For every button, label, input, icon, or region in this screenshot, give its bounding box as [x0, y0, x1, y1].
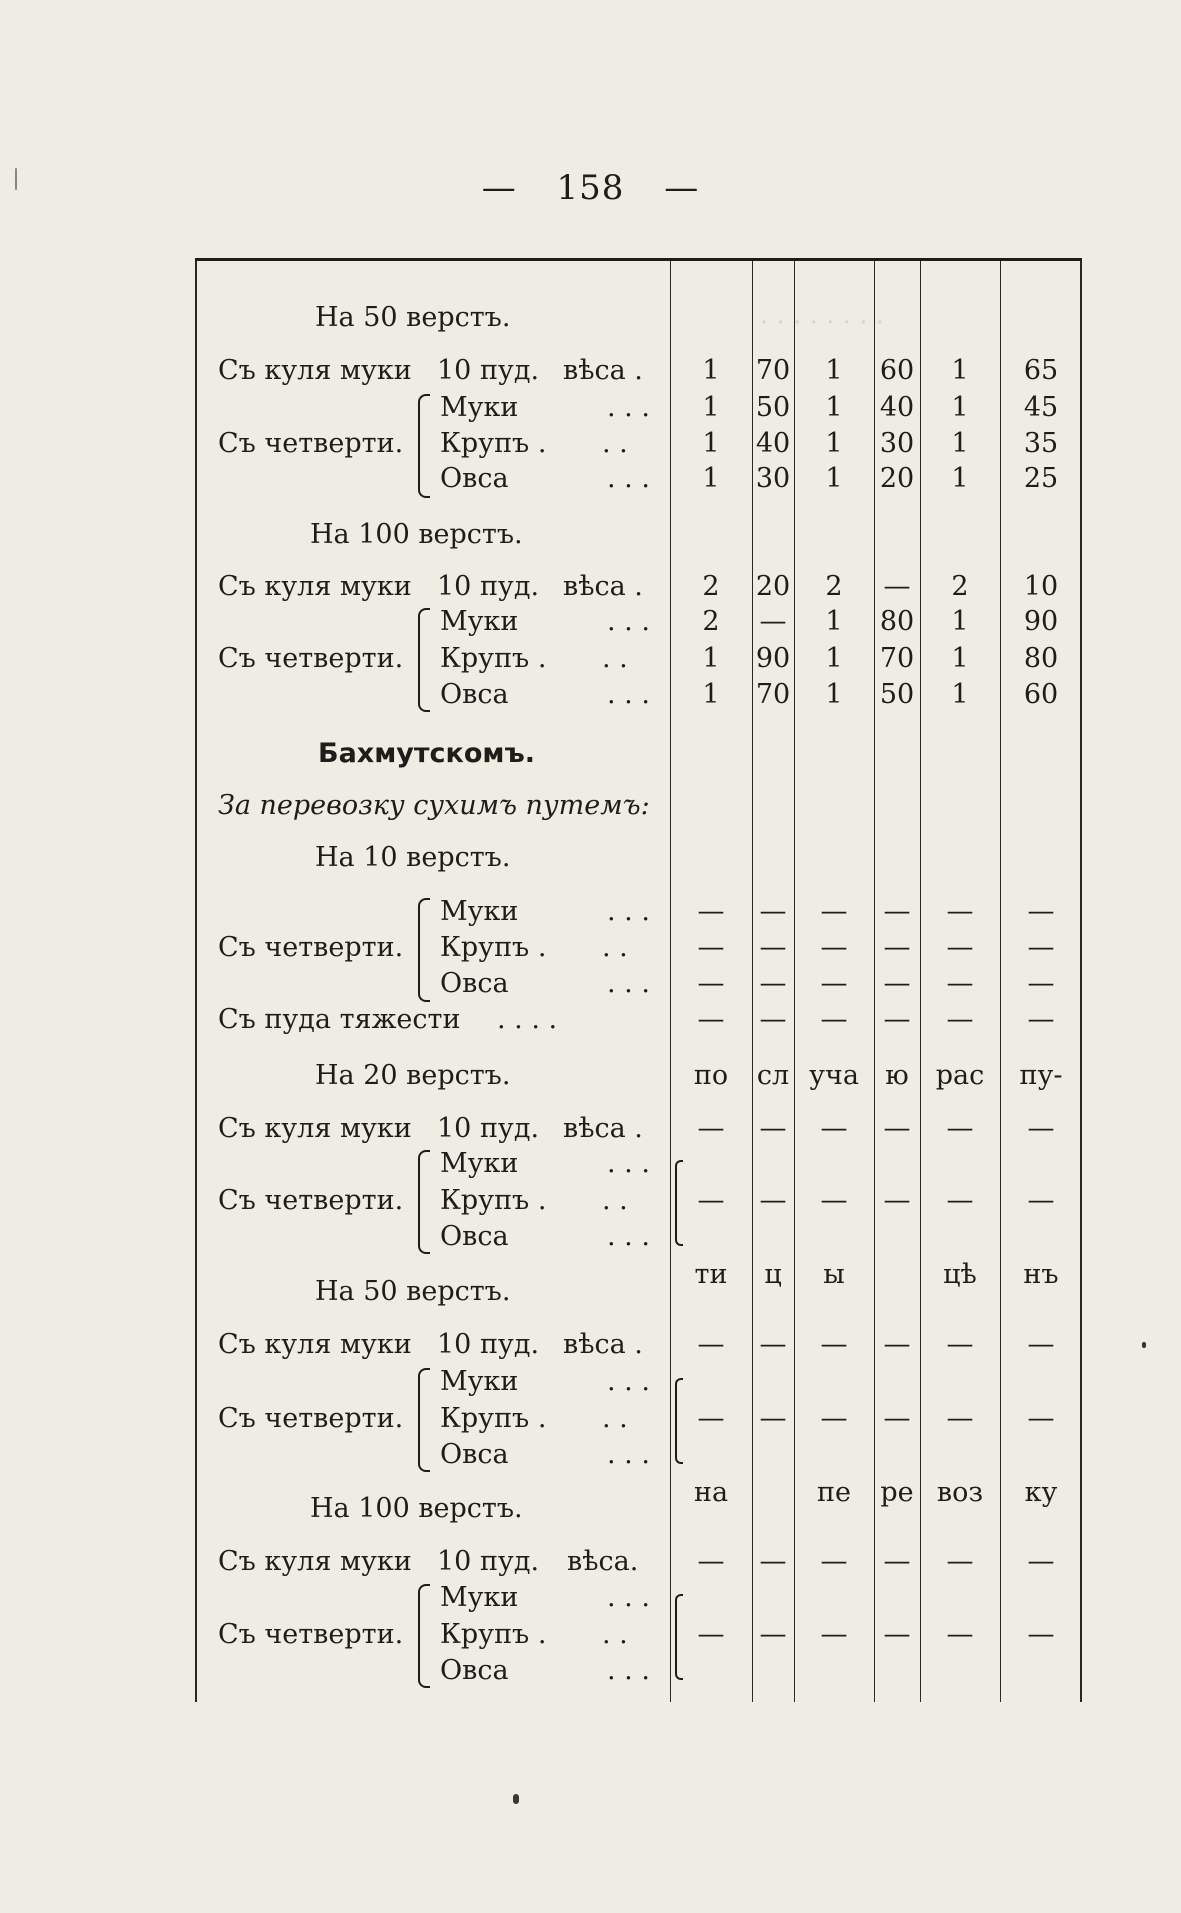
- section-heading-10: На 10 верстъ.: [315, 842, 511, 873]
- bleed-through: . . . . . . . .: [760, 300, 884, 330]
- table-row: Съ четверти. Крупъ . . . 1 40 1 30 1 35: [218, 428, 1059, 459]
- ink-speck: [15, 168, 17, 190]
- table-row: На 50 верстъ. ти ц ы цѣ нъ: [315, 1259, 1059, 1307]
- table-row: Съ четверти. Крупъ . . . — — — — — —: [218, 932, 1055, 963]
- table-row: Съ пуда тяжести . . . . — — — — — —: [218, 1004, 1055, 1035]
- table-row: Съ четверти. Крупъ . . . — — — — — —: [218, 1403, 1055, 1434]
- table-row: На 20 верстъ. по сл уча ю рас пу-: [315, 1060, 1063, 1091]
- district-heading: Бахмутскомъ.: [318, 738, 536, 769]
- page-number-dash-right: —: [664, 168, 700, 208]
- table-row: Овса . . .: [440, 1655, 650, 1686]
- table-row: Съ куля муки 10 пуд. вѣса . 1 70 1 60 1 65: [218, 355, 1059, 386]
- table-row: Съ четверти. Крупъ . . . 1 90 1 70 1 80: [218, 643, 1059, 674]
- table-row: На 100 верстъ. на пе ре воз ку: [310, 1477, 1058, 1524]
- transport-heading: За перевозку сухимъ путемъ:: [218, 790, 650, 821]
- table-row: Муки . . . 1 50 1 40 1 45: [440, 392, 1059, 423]
- table-row: Съ куля муки 10 пуд. вѣса . 2 20 2 — 2 10: [218, 571, 1059, 602]
- table-row: Муки . . .: [440, 1148, 650, 1179]
- table-row: Овса . . . 1 30 1 20 1 25: [440, 463, 1059, 494]
- ink-speck: [513, 1794, 519, 1804]
- page-number-dash-left: —: [481, 168, 517, 208]
- table-row: Съ куля муки 10 пуд. вѣса. — — — — — —: [218, 1546, 1055, 1577]
- section-heading-50: На 50 верстъ.: [315, 302, 511, 333]
- table-row: Муки . . . 2 — 1 80 1 90: [440, 606, 1059, 637]
- page-number: [0, 168, 1181, 208]
- table-row: Съ четверти. Крупъ . . . — — — — — —: [218, 1619, 1055, 1650]
- table-row: Овса . . .: [440, 1221, 650, 1252]
- table-row: Муки . . .: [440, 1366, 650, 1397]
- section-heading-100: На 100 верстъ.: [310, 519, 523, 550]
- table-row: Овса . . . 1 70 1 50 1 60: [440, 679, 1059, 710]
- ink-speck: [1142, 1342, 1146, 1348]
- table-row: Овса . . .: [440, 1439, 650, 1470]
- table-row: Съ куля муки 10 пуд. вѣса . — — — — — —: [218, 1113, 1055, 1144]
- table-row: Овса . . . — — — — — —: [440, 968, 1055, 999]
- table-row: Муки . . .: [440, 1582, 650, 1613]
- table-row: Съ куля муки 10 пуд. вѣса . — — — — — —: [218, 1329, 1055, 1360]
- page-number-value: 158: [556, 168, 625, 208]
- table-row: Съ четверти. Крупъ . . . — — — — — —: [218, 1185, 1055, 1216]
- table-row: Муки . . . — — — — — —: [440, 896, 1055, 927]
